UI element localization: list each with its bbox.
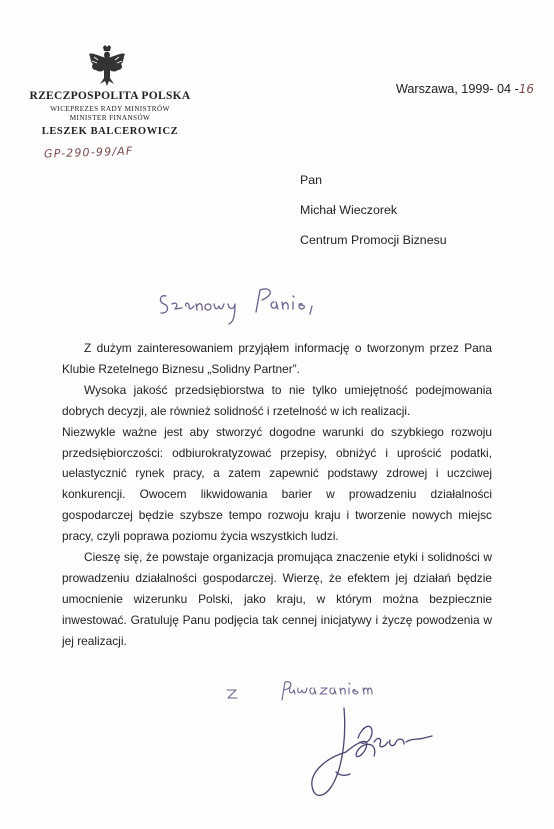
letter-date	[396, 82, 534, 96]
body-paragraph: Z dużym zainteresowaniem przyjąłem informację o tworzonym przez Pana Klubie Rzetelnego Biznesu „Solidny Partner”.	[62, 341, 492, 376]
date-printed: Warszawa, 1999- 04 -	[396, 82, 519, 96]
handwritten-signature	[300, 702, 440, 814]
recipient-organization: Centrum Promocji Biznesu	[300, 233, 447, 247]
letter-body	[62, 338, 492, 652]
polish-eagle-emblem-icon	[88, 44, 126, 88]
body-paragraph: Niezwykle ważne jest aby stworzyć dogodne warunki do szybkiego rozwoju przedsiębiorczości: odbiurokratyzować przepisy, obniżyć i uprościć podatki, uelastycznić rynek pracy, a zatem zapewnić podstawy zdrowej i uczciwej konkurencji. Owocem likwidowania barier w prowadzeniu działalności gospodarczej będzie szybsze tempo rozwoju kraju i tworzenie nowych miejsc pracy, czyli poprawa poziomu życia wszystkich ludzi.	[62, 424, 492, 544]
letterhead-office-line-1: WICEPREZES RADY MINISTRÓW	[50, 105, 170, 113]
letterhead-office-line-2: MINISTER FINANSÓW	[69, 114, 151, 122]
reference-number-handwritten: GP-290-99/AF	[43, 144, 134, 161]
body-paragraph: Wysoka jakość przedsiębiorstwa to nie tylko umiejętność podejmowania dobrych decyzji, ale również solidność i rzetelność w ich realizacji.	[62, 382, 492, 418]
handwritten-salutation	[152, 282, 332, 328]
recipient-name: Michał Wieczorek	[300, 203, 398, 217]
body-paragraph: Cieszę się, że powstaje organizacja promująca znaczenie etyki i solidności w prowadzeniu działalności gospodarczej. Wierzę, że efektem jej działań będzie umocnienie wizerunku Polski, jako kraju, w którym można bezpiecznie inwestować. Gratuluję Panu podjęcia tak cennej inicjatywy i życzę powodzenia w jej realizacji.	[62, 550, 492, 648]
date-day-handwritten: 16	[518, 82, 535, 96]
letterhead-country: RZECZPOSPOLITA POLSKA	[29, 90, 191, 102]
recipient-title: Pan	[300, 173, 323, 187]
letterhead-name: LESZEK BALCEROWICZ	[41, 126, 179, 137]
handwritten-closing	[224, 674, 424, 704]
